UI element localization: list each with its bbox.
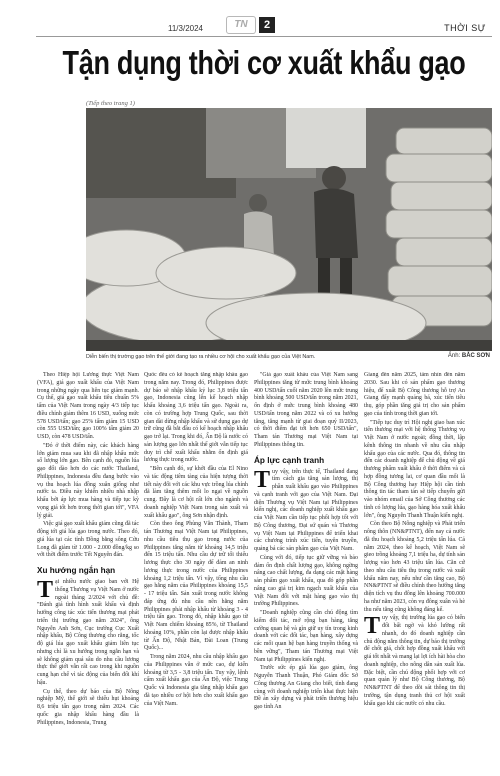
paragraph-text: ại nhiều nước giao ban với Hệ thống Thương vụ Việt Nam ở nước ngoài tháng 2/2024 với chủ đề: "Đánh giá tình hình xuất khẩu và định hướng công tác xúc tiến thương mại phát triển thị trường gạo năm 2024", ông Nguyễn Anh Sơn, Cục trưởng Cục Xuất nhập khẩu, Bộ Công thương cho rằng, tốc độ giá lúa gạo xuất khẩu giảm liên tục nhưng chỉ là xu hướng trong ngắn hạn và sẽ không giảm quá sâu do nhu cầu lương thực thế giới vẫn rất cao trong khi nguồn cung hạn chế vì tác động của biến đổi khí hậu.: [37, 579, 139, 686]
article-headline: Tận dụng thời cơ xuất khẩu gạo: [62, 44, 466, 82]
paragraph: Việc giá gạo xuất khẩu giảm cũng đã tác động tới giá lúa gạo trong nước. Theo đó, giá lúa tại các tỉnh Đồng bằng sông Cửu Long đã giảm từ 1.000 - 2.000 đồng/kg so với thời điểm trước Tết Nguyên đán.: [37, 521, 139, 559]
paragraph: Còn theo ông Phùng Văn Thành, Tham tán Thương mại Việt Nam tại Philippines, nhu cầu tiêu thụ gạo trong nước của Philippines tăng năm từ khoảng 14,5 triệu đến 15 triệu tấn. Nhu cầu dự trữ tối thiểu lương thực cho 30 ngày để đảm an ninh lương thực trong nước của Philippines khoảng 1,2 triệu tấn. Vì vậy, tổng nhu cầu gạo hằng năm của Philippines khoảng 15,5 - 17 triệu tấn. Sản xuất trong nước không đáp ứng đủ nhu cầu nên hằng năm Philippines phải nhập khẩu từ khoảng 3 - 4 triệu tấn gạo. Trong đó, nhập khẩu gạo từ Việt Nam chiếm khoảng 85%, từ Thailand khoảng 10%, phần còn lại được nhập khẩu từ Ấn Độ, Nhật Bản, Đài Loan (Trung Quốc)...: [144, 521, 248, 652]
newspaper-logo: TN: [226, 16, 256, 34]
page-number: 2: [259, 17, 275, 33]
paragraph: "Bên cạnh đó, sự khởi đầu của El Nino và tác động tiêm tàng của hiện tượng thời tiết này đối với các khu vực trồng lúa chính đã làm tăng thêm mối lo ngại về nguồn cung. Đây là cơ hội rất lớn cho ngành và doanh nghiệp Việt Nam trong sản xuất và xuất khẩu gạo", ông Sơn nhận định.: [144, 466, 248, 519]
paragraph: Trước sức ép giá lúa gạo giảm, ông Nguyễn Thanh Thuận, Phó Giám đốc Sở Công thương An Giang cho biết, tỉnh đang cùng với doanh nghiệp triển khai thực hiện Đề án xây dựng và phát triển thương hiệu gạo tỉnh An: [254, 665, 358, 710]
continued-note: (Tiếp theo trang 1): [86, 100, 135, 107]
paragraph-dropcap: [37, 579, 139, 688]
paragraph-dropcap: [254, 466, 358, 554]
article-column-3: [254, 372, 358, 772]
paragraph: Quốc đều có kế hoạch tăng nhập khẩu gạo trong năm nay. Trong đó, Philippines được dự báo sẽ nhập khẩu kỷ lục 3,8 triệu tấn gạo, Indonesia cũng lên kế hoạch nhập khẩu khoảng 3,6 triệu tấn gạo. Ngoài ra, còn có trường hợp Trung Quốc, sau thời gian dài dừng nhập khẩu và sử dụng gạo dự trữ cũng đã bắt đầu có kế hoạch nhập khẩu gạo trở lại. Trong khi đó, Ấn Độ là nước có sản lượng gạo lớn nhất thế giới vẫn tiếp tục duy trì chế xuất khẩu nhằm ổn định giá lương thực trong nước.: [144, 372, 248, 464]
masthead-divider: [36, 36, 492, 37]
paragraph: "Đó ở thời điểm này, các khách hàng lớn giảm mua sau khi đã nhập khẩu mức số lượng lớn gạo. Bên cạnh đó, nguồn lúa gạo đổi dào hơn do các nước Thailand, Philippines, Indonesia đều đang bước vào vụ thu hoạch lúa đồng xuân giống như nước ta. Điều này khiến nhiều nhà nhập khẩu bởi áp lực mua hàng và tiếp tục kỳ vọng giá tốt hơn trong thời gian tới", VFA lý giải.: [37, 442, 139, 519]
article-column-4: [364, 372, 465, 772]
paragraph: "Doanh nghiệp cũng cần chú động tìm kiếm đối tác, mở rộng bạn hàng, tăng cường quan hệ và gìn giữ uy tín trong kinh doanh với các đối tác, bạn hàng, xây dựng các mối quan hệ bạn hàng truyền thống và bền vững", Tham tán Thương mại Việt Nam tại Philippines kiến nghị.: [254, 610, 358, 663]
drop-cap: T: [254, 466, 271, 493]
paragraph: Trong năm 2024, nhu cầu nhập khẩu gạo của Philippines vẫn ở mức cao, dự kiến khoảng từ 3,5 - 3,8 triệu tấn. Tuy vậy, lệnh cấm xuất khẩu gạo của Ấn Độ, việc Trung Quốc và Indonesia gia tăng nhập khẩu gạo đã tạo nhiều cơ hội hơn cho xuất khẩu gạo của Việt Nam.: [144, 654, 248, 707]
photo-credit-prefix: Ảnh:: [447, 353, 461, 359]
paragraph: Giang đến năm 2025, tầm nhìn đến năm 2030. Sau khi có sản phẩm gạo thương hiệu, để xuất Bộ Công thương hỗ trợ An Giang đẩy mạnh quảng bá, xúc tiến tiêu thụ, góp phần tăng giá trị cho sản phẩm gạo của tỉnh trong thời gian tới.: [364, 372, 465, 417]
photo-credit-name: BẮC SƠN: [461, 353, 490, 359]
masthead: [0, 0, 500, 36]
subheading: Áp lực cạnh tranh: [254, 455, 325, 465]
photo-credit: [448, 353, 490, 359]
article-column-1: [37, 372, 139, 772]
paragraph: Cùng với đó, tiếp tục giữ vững và bảo đảm ổn định chất lượng gạo, không ngừng nâng cao chất lượng, đa dạng các mặt hàng sản phẩm gạo xuất khẩu, qua đó góp phần nâng cao giá trị kim ngạch xuất khẩu của Việt Nam đối với mặt hàng gạo vào thị trường Philippines.: [254, 554, 358, 608]
paragraph: Cụ thể, theo dự báo của Bộ Nông nghiệp Mỹ, thế giới sẽ thiếu hụt khoảng 8,6 triệu tấn gạo trong năm 2024. Các quốc gia nhập khẩu hàng đầu là Philippines, Indonesia, Trung: [37, 688, 139, 726]
article-column-2: [144, 372, 248, 772]
drop-cap: T: [364, 613, 381, 640]
drop-cap: T: [37, 577, 54, 603]
photo-caption: Diễn biến thị trường gạo trên thế giới đang tạo ra nhiều cơ hội cho xuất khẩu gạo của Việt Nam.: [86, 354, 316, 360]
paragraph: Còn theo Bộ Nông nghiệp và Phát triển nông thôn (NN&PTNT), đến nay cả nước đã thu hoạch khoảng 5,2 triệu tấn lúa. Cả năm 2024, theo kế hoạch, Việt Nam sẽ gieo trồng khoảng 7,1 triệu ha, dự tính sản lượng vào hơn 43 triệu tấn lúa. Căn cứ theo nhu cầu tiêu thụ trong nước và xuất khẩu năm nay, nếu như cần tăng cao, Bộ NN&PTNT sẽ điều chỉnh theo hướng tăng diện tích vụ thu đông lên khoảng 700.000 ha như năm 2023, còn vụ đông xuân và hè thu nếu tăng cũng không đáng kể.: [364, 521, 465, 613]
paragraph-dropcap: [364, 615, 465, 708]
photo-illustration: [86, 108, 492, 351]
article-photo: [86, 108, 492, 351]
paragraph-text: uy vậy, thị trường lúa gạo có biến đổi bất ngờ và khó lường rất nhanh, do đó doanh nghiệp cần chủ động nắm thông tin, dự báo thị trường để chốt giá, chốt hợp đồng xuất khẩu với giá tốt nhất và mang lại lợi ích hài hòa cho doanh nghiệp, cho nông dân sản xuất lúa. Đặc biệt, cần chú động phối hợp với cơ quan quản lý như Bộ Công thương, Bộ NN&PTNT để theo dõi sát thông tin thị trường, tận dụng tranh thủ cơ hội xuất khẩu gạo khi các nước có nhu cầu.: [364, 615, 465, 707]
paragraph: "Tiếp tục duy trì Hội nghị giao ban xúc tiến thương mại với hệ thống Thương vụ Việt Nam ở nước ngoài; đồng thời, lập kênh thông tin nhanh về nhu cầu nhập khẩu gạo của các nước. Qua đó, thông tin đến các doanh nghiệp để chủ động về giá thương phẩm xuất khẩu ở thời điểm và cả hợp đồng tương lai, cơ quan đầu mối là Bộ Công thương hay Hiệp hội cần tính thông tin tác tham tán sẽ tiếp chuyển gửi vào nhóm email của Sở Công thương các tỉnh có lượng lúa, gạo hàng hóa xuất khẩu lớn", ông Nguyễn Thanh Thuận kiến nghị.: [364, 419, 465, 519]
paragraph: "Giá gạo xuất khẩu của Việt Nam sang Philippines tăng từ mức trung bình khoảng 400 USD/tấn cuối năm 2020 lên mức trung bình khoảng 500 USD/tấn trong năm 2021, ổn định ở mức trung bình khoảng 480 USD/tấn trong năm 2022 và có xu hướng tăng, tăng mạnh từ giai đoạn quý II/2023, có thời điểm đạt tới hơn 650 USD/tấn", Tham tán Thương mại Việt Nam tại Philippines thông tin.: [254, 372, 358, 448]
paragraph-text: uy vậy, trên thực tế, Thailand đang tìm cách gia tăng sản lượng, thị phần xuất khẩu gạo vào Philippines và cạnh tranh với gạo của Việt Nam. Đại diện Thương vụ Việt Nam tại Philippines kiến nghị, các doanh nghiệp xuất khẩu gạo của Việt Nam cần tiếp tục phối hợp tốt với Bộ Công thương, Đại sứ quán và Thương vụ Việt Nam tại Philippines để triển khai các chương trình xúc tiến, tuyên truyền, quảng bá các sản phẩm gạo của Việt Nam.: [254, 468, 358, 552]
issue-date: 11/3/2024: [168, 24, 203, 33]
subheading: Xu hướng ngắn hạn: [37, 566, 116, 575]
section-name: THỜI SỰ: [444, 23, 486, 33]
paragraph: Theo Hiệp hội Lương thực Việt Nam (VFA), giá gạo xuất khẩu của Việt Nam trong những ngày qua liên tục giảm mạnh. Cụ thể, giá gạo xuất khẩu tiêu chuẩn 5% tấm của Việt Nam trong ngày 4/3 tiếp tục điều chỉnh giảm thêm 16 USD, xuống mức 578 USD/tấn; gạo 25% tấm giảm 15 USD còn 555 USD/tấn; gạo 100% tấm giảm 20 USD, còn 478 USD/tấn.: [37, 372, 139, 440]
